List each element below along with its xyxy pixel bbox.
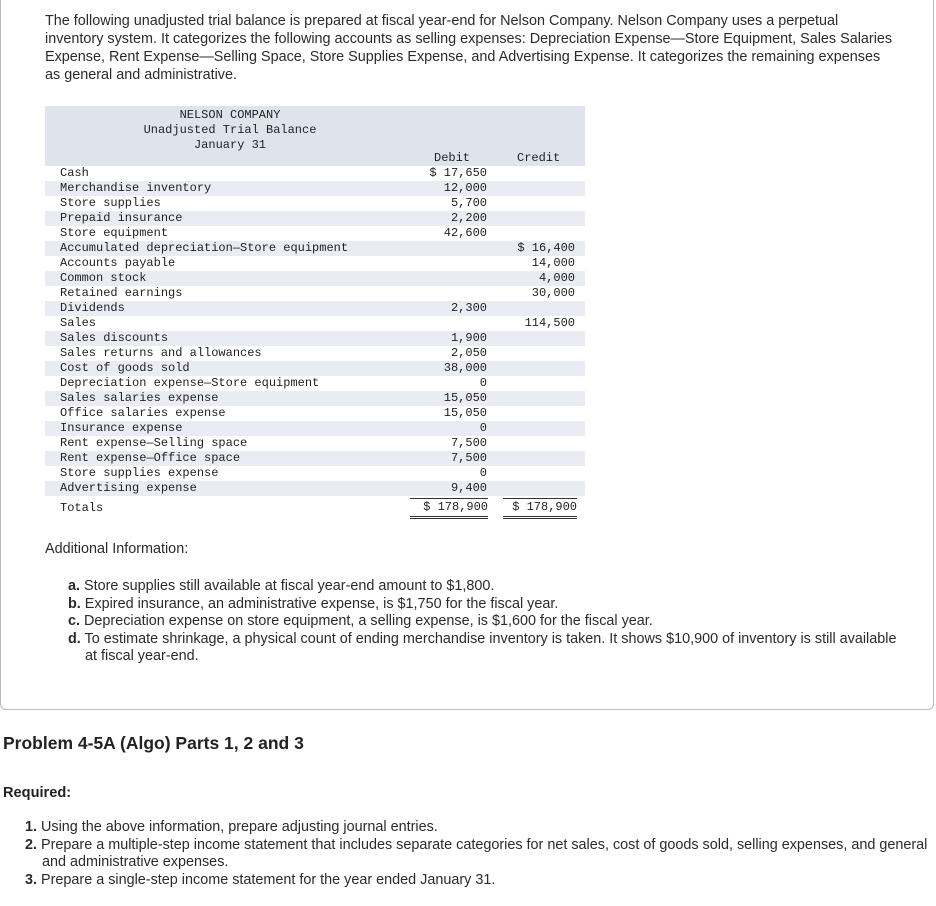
table-row (45, 331, 585, 346)
credit-amount: 14,000 (531, 256, 575, 270)
table-row (45, 256, 585, 271)
additional-info-item (68, 613, 898, 631)
debit-amount: 0 (479, 466, 487, 480)
table-row (45, 421, 585, 436)
table-row (45, 271, 585, 286)
item-letter: c. (68, 613, 81, 629)
table-row (45, 316, 585, 331)
item-number: 1. (25, 819, 38, 835)
table-row (45, 451, 585, 466)
required-heading: Required: (3, 785, 72, 801)
account-name: Advertising expense (60, 481, 197, 495)
table-row (45, 361, 585, 376)
item-number: 2. (25, 836, 38, 853)
table-row (45, 241, 585, 256)
item-text: Using the above information, prepare adjusting journal entries. (41, 819, 438, 835)
trial-balance-table (45, 106, 585, 518)
account-name: Sales (60, 316, 97, 330)
table-row (45, 301, 585, 316)
item-text: Prepare a single-step income statement for the year ended January 31. (41, 871, 496, 888)
account-name: Store equipment (60, 226, 169, 240)
item-number: 3. (25, 871, 38, 888)
debit-amount: 0 (479, 376, 487, 390)
account-name: Common stock (60, 271, 147, 285)
table-row (45, 196, 585, 211)
debit-amount: 0 (479, 421, 487, 435)
account-name: Depreciation expense—Store equipment (60, 376, 320, 390)
debit-amount: 9,400 (450, 481, 487, 495)
totals-debit: $ 178,900 (410, 498, 488, 519)
item-letter: b. (68, 595, 81, 612)
totals-credit: $ 178,900 (503, 498, 577, 519)
table-row (45, 226, 585, 241)
additional-info-item (68, 596, 898, 614)
item-letter: a. (68, 578, 81, 594)
debit-amount: 2,050 (450, 346, 487, 360)
company-name: NELSON COMPANY (179, 108, 281, 122)
additional-info-item (68, 631, 898, 666)
table-row (45, 286, 585, 301)
item-text: Store supplies still available at fiscal year-end amount to $1,800. (84, 578, 495, 594)
item-text: Prepare a multiple-step income statement that includes separate categories for net sales, cost of goods sold, selling expenses, and general and administrative expenses. (41, 836, 928, 870)
intro-paragraph: The following unadjusted trial balance is prepared at fiscal year-end for Nelson Company. Nelson Company uses a perpetual inventory system. It categorizes the following accounts as selling expenses: Depreciation Expense—Store Equipment, Sales Salaries Expense, Rent Expense—Selling Space, Store Supplies Expense, and Advertising Expense. It categorizes the remaining expenses as general and administrative. (45, 13, 893, 83)
table-row (45, 211, 585, 226)
account-name: Rent expense—Office space (60, 451, 241, 465)
additional-info-heading: Additional Information: (45, 541, 189, 557)
account-name: Store supplies expense (60, 466, 219, 480)
statement-date: January 31 (193, 138, 266, 152)
problem-title: Problem 4-5A (Algo) Parts 1, 2 and 3 (3, 733, 304, 753)
debit-amount: 2,200 (450, 211, 487, 225)
account-name: Retained earnings (60, 286, 183, 300)
debit-amount: 5,700 (450, 196, 487, 210)
account-name: Merchandise inventory (60, 181, 212, 195)
account-name: Accumulated depreciation—Store equipment (60, 241, 349, 255)
table-row (45, 181, 585, 196)
account-name: Rent expense—Selling space (60, 436, 248, 450)
item-letter: d. (68, 630, 81, 647)
debit-amount: 12,000 (443, 181, 487, 195)
debit-amount: 1,900 (450, 331, 487, 345)
debit-amount: $ 17,650 (429, 166, 487, 180)
account-name: Sales returns and allowances (60, 346, 262, 360)
table-row (45, 376, 585, 391)
credit-amount: 4,000 (538, 271, 575, 285)
account-name: Sales salaries expense (60, 391, 219, 405)
account-name: Dividends (60, 301, 125, 315)
credit-amount: 30,000 (531, 286, 575, 300)
required-item (25, 872, 930, 890)
totals-row (45, 496, 585, 518)
account-name: Accounts payable (60, 256, 176, 270)
account-name: Store supplies (60, 196, 161, 210)
debit-amount: 42,600 (443, 226, 487, 240)
table-row (45, 466, 585, 481)
account-name: Prepaid insurance (60, 211, 183, 225)
required-item (25, 819, 930, 837)
debit-amount: 38,000 (443, 361, 487, 375)
credit-header: Credit (517, 151, 561, 165)
account-name: Cost of goods sold (60, 361, 190, 375)
trial-balance-rows (45, 166, 585, 496)
debit-amount: 15,050 (443, 391, 487, 405)
account-name: Sales discounts (60, 331, 169, 345)
item-text: Depreciation expense on store equipment, a selling expense, is $1,600 for the fiscal year. (84, 613, 653, 629)
account-name: Office salaries expense (60, 406, 226, 420)
credit-amount: 114,500 (524, 316, 575, 330)
item-text: Expired insurance, an administrative expense, is $1,750 for the fiscal year. (84, 595, 559, 612)
additional-info-item (68, 578, 898, 596)
required-list (25, 819, 930, 889)
table-row (45, 481, 585, 496)
table-row (45, 346, 585, 361)
statement-title: Unadjusted Trial Balance (143, 123, 317, 137)
table-row (45, 166, 585, 181)
table-row (45, 391, 585, 406)
debit-header: Debit (434, 151, 471, 165)
table-row (45, 406, 585, 421)
totals-label: Totals (60, 501, 104, 515)
debit-amount: 7,500 (450, 436, 487, 450)
debit-amount: 2,300 (450, 301, 487, 315)
account-name: Insurance expense (60, 421, 183, 435)
additional-info-list (68, 578, 898, 666)
item-text: To estimate shrinkage, a physical count of ending merchandise inventory is taken. It shows $10,900 of inventory is still available at fiscal year-end. (84, 630, 897, 664)
debit-amount: 7,500 (450, 451, 487, 465)
debit-amount: 15,050 (443, 406, 487, 420)
table-row (45, 436, 585, 451)
credit-amount: $ 16,400 (517, 241, 575, 255)
trial-balance-header (45, 106, 585, 166)
account-name: Cash (60, 166, 89, 180)
required-item (25, 837, 930, 872)
